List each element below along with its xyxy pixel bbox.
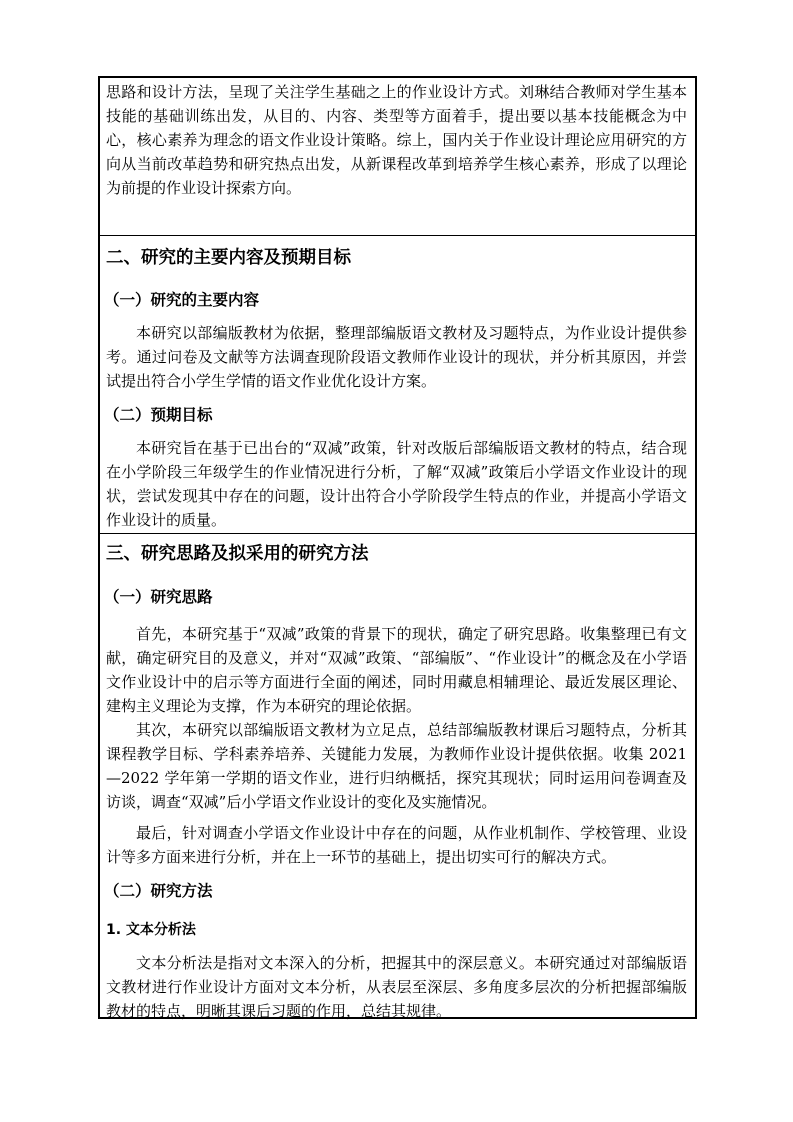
intro-cell (106, 80, 687, 200)
table-divider (100, 533, 695, 534)
section2-subheading-content: （一）研究的主要内容 (104, 291, 260, 309)
document-table (98, 76, 697, 1019)
section2-content-paragraph: 本研究以部编版教材为依据，整理部编版语文教材及习题特点，为作业设计提供参考。通过问卷及文献等方法调查现阶段语文教师作业设计的现状，并分析其原因，并尝试提出符合小学生学情的语文作业优化设计方案。 (106, 324, 687, 390)
section3-subheading-approach: （一）研究思路 (104, 588, 213, 606)
section3-approach-paragraph-2: 其次，本研究以部编版语文教材为立足点，总结部编版教材课后习题特点，分析其课程教学目标、学科素养培养、关键能力发展，为教师作业设计提供依据。收集 2021—2022 学年第一学期的语文作业，进行归纳概括，探究其现状；同时运用问卷调查及访谈，调查“双减”后小学语文作业设计的变化及实施情况。 (106, 721, 687, 811)
section2-subheading-goals: （二）预期目标 (104, 406, 213, 424)
section3-approach-block (106, 622, 687, 869)
section3-heading: 三、研究思路及拟采用的研究方法 (106, 544, 369, 564)
table-divider (100, 235, 695, 236)
section3-subheading-methods: （二）研究方法 (104, 882, 213, 900)
intro-paragraph: 思路和设计方法，呈现了关注学生基础之上的作业设计方式。刘琳结合教师对学生基本技能的基础训练出发，从目的、内容、类型等方面着手，提出要以基本技能概念为中心，核心素养为理念的语文作业设计策略。综上，国内关于作业设计理论应用研究的方向从当前改革趋势和研究热点出发，从新课程改革到培养学生核心素养，形成了以理论为前提的作业设计探索方向。 (106, 83, 687, 197)
section3-approach-paragraph-1: 首先，本研究基于“双减”政策的背景下的现状，确定了研究思路。收集整理已有文献，确定研究目的及意义，并对“双减”政策、“部编版”、“作业设计”的概念及在小学语文作业设计中的启示等方面进行全面的阐述，同时用藏息相辅理论、最近发展区理论、建构主义理论为支撑，作为本研究的理论依据。 (106, 625, 687, 715)
section2-heading: 二、研究的主要内容及预期目标 (106, 248, 351, 268)
section3-approach-paragraph-3: 最后，针对调查小学语文作业设计中存在的问题，从作业机制作、学校管理、业设计等多方面来进行分析，并在上一环节的基础上，提出切实可行的解决方式。 (106, 824, 687, 866)
method1-paragraph: 文本分析法是指对文本深入的分析，把握其中的深层意义。本研究通过对部编版语文教材进行作业设计方面对文本分析，从表层至深层、多角度多层次的分析把握部编版教材的特点，明晰其课后习题的作用，总结其规律。 (106, 954, 687, 1020)
section2-content-block (106, 321, 687, 393)
method1-heading: 1. 文本分析法 (106, 922, 196, 938)
section2-goals-paragraph: 本研究旨在基于已出台的“双减”政策，针对改版后部编版语文教材的特点，结合现在小学阶段三年级学生的作业情况进行分析，了解“双减”政策后小学语文作业设计的现状，尝试发现其中存在的问题，设计出符合小学阶段学生特点的作业，并提高小学语文作业设计的质量。 (106, 439, 687, 529)
section2-goals-block (106, 436, 687, 532)
method1-block (106, 951, 687, 1023)
